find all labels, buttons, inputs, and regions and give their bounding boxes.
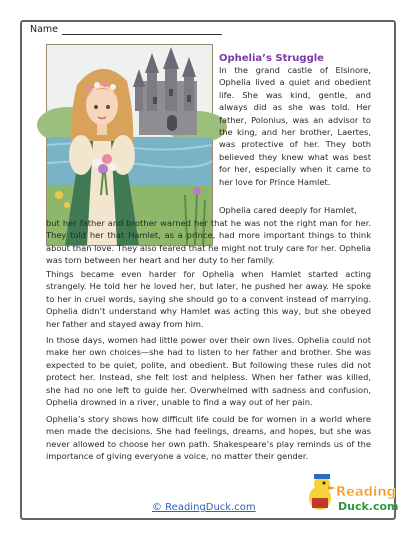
logo-text-reading: Reading xyxy=(336,485,396,500)
logo-text-duck: Duck.com xyxy=(338,500,399,513)
story-paragraph-1: In the grand castle of Elsinore, Ophelia lived a quiet and obedient life. She was kind, gentle, and always did as she was told. Her father, Polonius, was an advisor to the king, and her brother, Laertes, was protective of her. They both believed they knew what was best for her, especially when it came to her love for Prince Hamlet. xyxy=(219,65,371,187)
readingduck-logo xyxy=(306,468,399,516)
story-paragraph-5: Ophelia’s story shows how difficult life could be for women in a world where men made the decisions. She had feelings, dreams, and hopes, but she was never allowed to choose her own path. Shakespeare’s play reminds us of the importance of giving everyone a voice, no matter their gender. xyxy=(46,414,371,462)
name-blank-line[interactable] xyxy=(62,25,222,35)
story-paragraph-2-continued: but her father and brother warned her that he was not the right man for her. They told her that Hamlet, as a prince, had more important things to think about than love. They also feared that he might not truly care for her. Ophelia was torn between her heart and her duty to her family. xyxy=(46,218,371,266)
name-row xyxy=(30,24,222,35)
readingduck-link[interactable]: © ReadingDuck.com xyxy=(152,502,256,513)
story-title: Ophelia’s Struggle xyxy=(219,53,324,64)
story-paragraph-3: Things became even harder for Ophelia when Hamlet started acting strangely. He told her he loved her, but later, he pushed her away. He spoke to her in cruel words, saying she should go to a convent instead of marrying. Ophelia didn’t understand why Hamlet was acting this way, but she obeyed her father and stayed away from him. xyxy=(46,269,371,329)
story-paragraph-4: In those days, women had little power over their own lives. Ophelia could not make her own choices—she had to listen to her father and brother. She was expected to be quiet, polite, and obedient. But following these rules did not protect her. Instead, she felt lost and helpless. When her father was killed, she had no one left to guide her. Overwhelmed with sadness and confusion, Ophelia drowned in a river, unable to find a way out of her pain. xyxy=(46,335,371,408)
story-paragraph-2-start: Ophelia cared deeply for Hamlet, xyxy=(219,205,357,215)
name-label: Name xyxy=(30,24,59,35)
ophelia-illustration xyxy=(46,44,213,246)
